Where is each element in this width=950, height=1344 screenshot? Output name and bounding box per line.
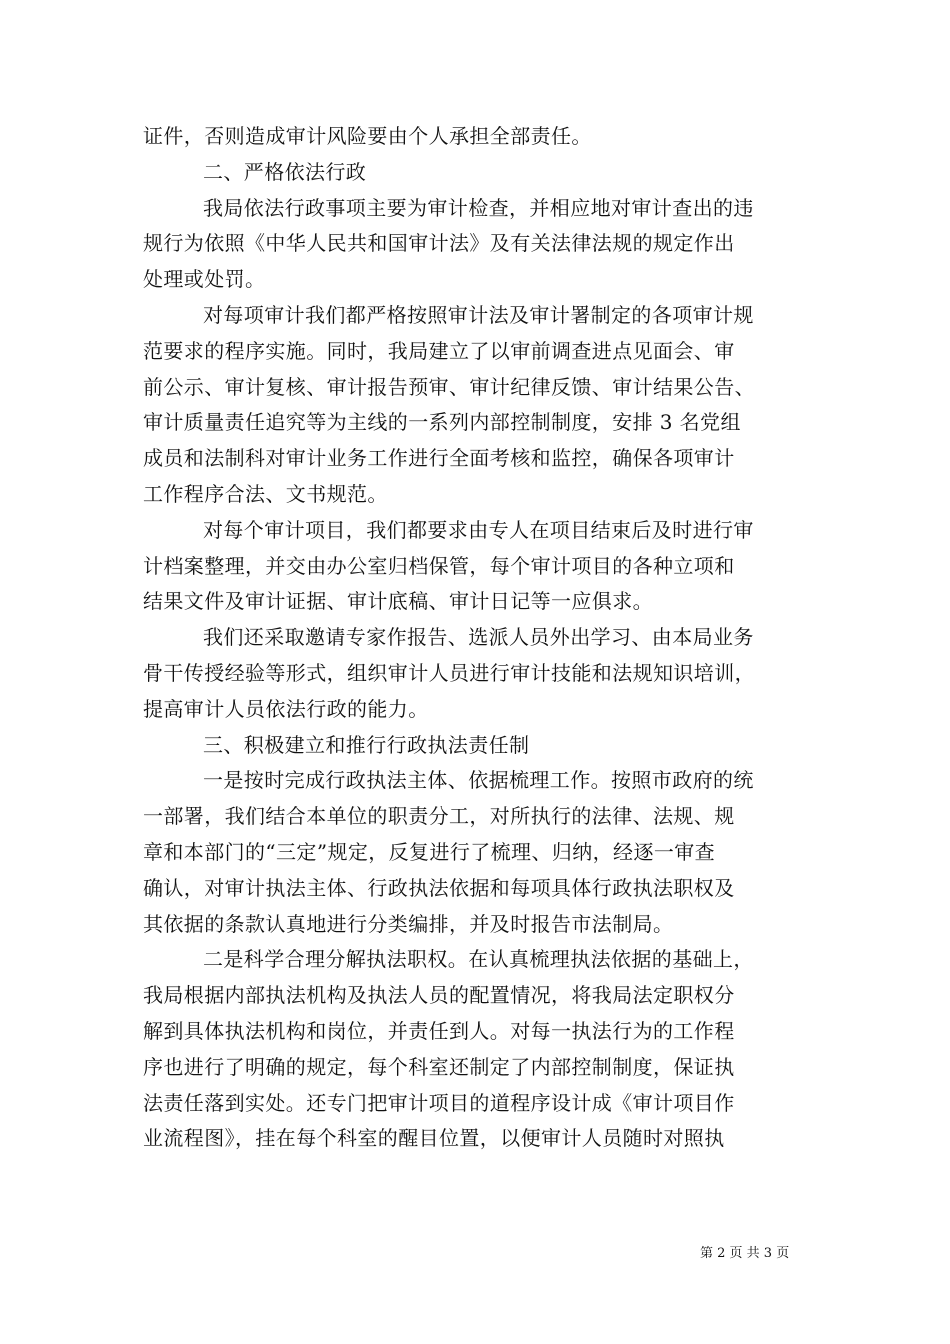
text-line: 工作程序合法、文书规范。 [143, 481, 388, 506]
text-line: 提高审计人员依法行政的能力。 [143, 696, 429, 721]
text-line: 前公示、审计复核、审计报告预审、审计纪律反馈、审计结果公告、 [143, 374, 755, 399]
text-line: 我局根据内部执法机构及执法人员的配置情况，将我局法定职权分 [143, 983, 735, 1008]
text-line: 对每项审计我们都严格按照审计法及审计署制定的各项审计规 [203, 302, 754, 327]
document-body [143, 119, 813, 1157]
text-line: 确认，对审计执法主体、行政执法依据和每项具体行政执法职权及 [143, 875, 735, 900]
text-line: 我们还采取邀请专家作报告、选派人员外出学习、由本局业务 [203, 625, 754, 650]
text-line: 一部署，我们结合本单位的职责分工，对所执行的法律、法规、规 [143, 804, 735, 829]
text-line: 对每个审计项目，我们都要求由专人在项目结束后及时进行审 [203, 517, 754, 542]
text-line: 其依据的条款认真地进行分类编排，并及时报告市法制局。 [143, 911, 674, 936]
text-line: 审计质量责任追究等为主线的一系列内部控制制度，安排 3 名党组 [143, 410, 741, 435]
text-line: 成员和法制科对审计业务工作进行全面考核和监控，确保各项审计 [143, 446, 735, 471]
text-line: 计档案整理，并交由办公室归档保管，每个审计项目的各种立项和 [143, 553, 735, 578]
text-line: 解到具体执法机构和岗位，并责任到人。对每一执法行为的工作程 [143, 1018, 735, 1043]
text-line: 二是科学合理分解执法职权。在认真梳理执法依据的基础上， [203, 947, 754, 972]
text-line: 范要求的程序实施。同时，我局建立了以审前调查进点见面会、审 [143, 338, 735, 363]
text-line: 证件，否则造成审计风险要由个人承担全部责任。 [143, 124, 592, 148]
text-line: 法责任落到实处。还专门把审计项目的道程序设计成《审计项目作 [143, 1090, 735, 1115]
page-number: 第 2 页 共 3 页 [700, 1246, 790, 1261]
text-line: 一是按时完成行政执法主体、依据梳理工作。按照市政府的统 [203, 768, 754, 793]
text-line: 我局依法行政事项主要为审计检查，并相应地对审计查出的违 [203, 195, 754, 220]
text-line: 序也进行了明确的规定，每个科室还制定了内部控制制度，保证执 [143, 1054, 735, 1079]
text-line: 结果文件及审计证据、审计底稿、审计日记等一应俱求。 [143, 589, 653, 614]
text-line: 业流程图》，挂在每个科室的醒目位置，以便审计人员随时对照执 [143, 1126, 725, 1151]
text-line: 章和本部门的“三定”规定，反复进行了梳理、归纳，经逐一审查 [143, 839, 716, 864]
text-line: 二、严格依法行政 [203, 159, 367, 184]
text-line: 三、积极建立和推行行政执法责任制 [203, 732, 530, 757]
text-line: 处理或处罚。 [143, 267, 266, 292]
text-line: 规行为依照《中华人民共和国审计法》及有关法律法规的规定作出 [143, 231, 735, 256]
text-line: 骨干传授经验等形式，组织审计人员进行审计技能和法规知识培训， [143, 660, 755, 685]
